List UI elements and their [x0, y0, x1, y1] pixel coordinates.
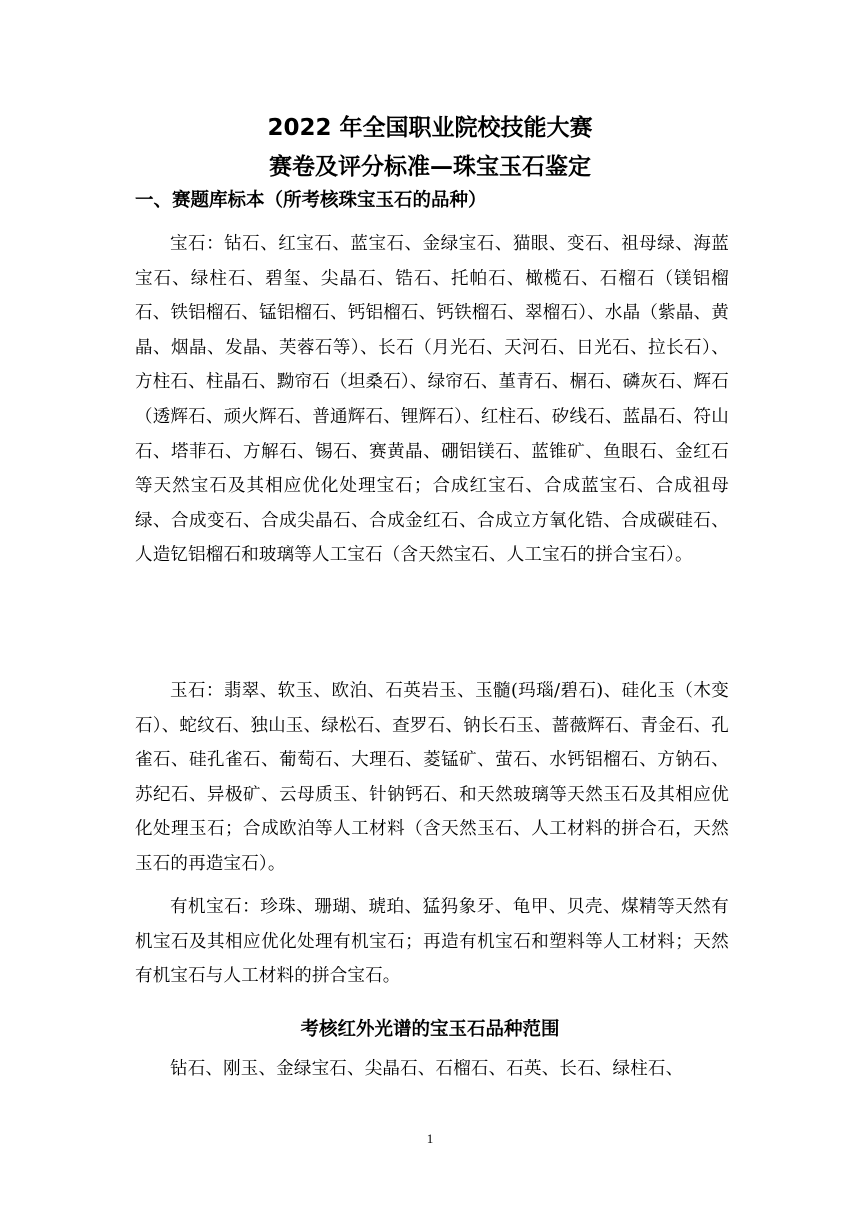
- gemstones-paragraph: 宝石：钻石、红宝石、蓝宝石、金绿宝石、猫眼、变石、祖母绿、海蓝宝石、绿柱石、碧玺、尖晶石、锆石、托帕石、橄榄石、石榴石（镁铝榴石、铁铝榴石、锰铝榴石、钙铝榴石、钙铁榴石、翠榴石）、水晶（紫晶、黄晶、烟晶、发晶、芙蓉石等）、长石（月光石、天河石、日光石、拉长石）、方柱石、柱晶石、黝帘石（坦桑石）、绿帘石、堇青石、榍石、磷灰石、辉石（透辉石、顽火辉石、普通辉石、锂辉石）、红柱石、矽线石、蓝晶石、符山石、塔菲石、方解石、锡石、赛黄晶、硼铝镁石、蓝锥矿、鱼眼石、金红石等天然宝石及其相应优化处理宝石；合成红宝石、合成蓝宝石、合成祖母绿、合成变石、合成尖晶石、合成金红石、合成立方氧化锆、合成碳硅石、人造钇铝榴石和玻璃等人工宝石（含天然宝石、人工宝石的拼合宝石）。: [135, 234, 729, 566]
- infrared-spectrum-paragraph: 钻石、刚玉、金绿宝石、尖晶石、石榴石、石英、长石、绿柱石、: [170, 1059, 684, 1079]
- organic-gems-paragraph: 有机宝石：珍珠、珊瑚、琥珀、猛犸象牙、龟甲、贝壳、煤精等天然有机宝石及其相应优化处理有机宝石；再造有机宝石和塑料等人工材料；天然有机宝石与人工材料的拼合宝石。: [135, 897, 729, 987]
- page-number: 1: [426, 1131, 434, 1146]
- infrared-spectrum-heading: 考核红外光谱的宝玉石品种范围: [300, 1019, 560, 1040]
- document-title-line2: 赛卷及评分标准—珠宝玉石鉴定: [269, 154, 591, 180]
- document-title-line1: 2022 年全国职业院校技能大赛: [267, 115, 593, 141]
- jade-paragraph: 玉石：翡翠、软玉、欧泊、石英岩玉、玉髓(玛瑙/碧石)、硅化玉（木变石）、蛇纹石、独山玉、绿松石、查罗石、钠长石玉、蔷薇辉石、青金石、孔雀石、硅孔雀石、葡萄石、大理石、菱锰矿、萤石、水钙铝榴石、方钠石、苏纪石、异极矿、云母质玉、针钠钙石、和天然玻璃等天然玉石及其相应优化处理玉石；合成欧泊等人工材料（含天然玉石、人工材料的拼合石，天然玉石的再造宝石）。: [135, 681, 729, 874]
- section1-heading: 一、赛题库标本（所考核珠宝玉石的品种）: [135, 190, 487, 211]
